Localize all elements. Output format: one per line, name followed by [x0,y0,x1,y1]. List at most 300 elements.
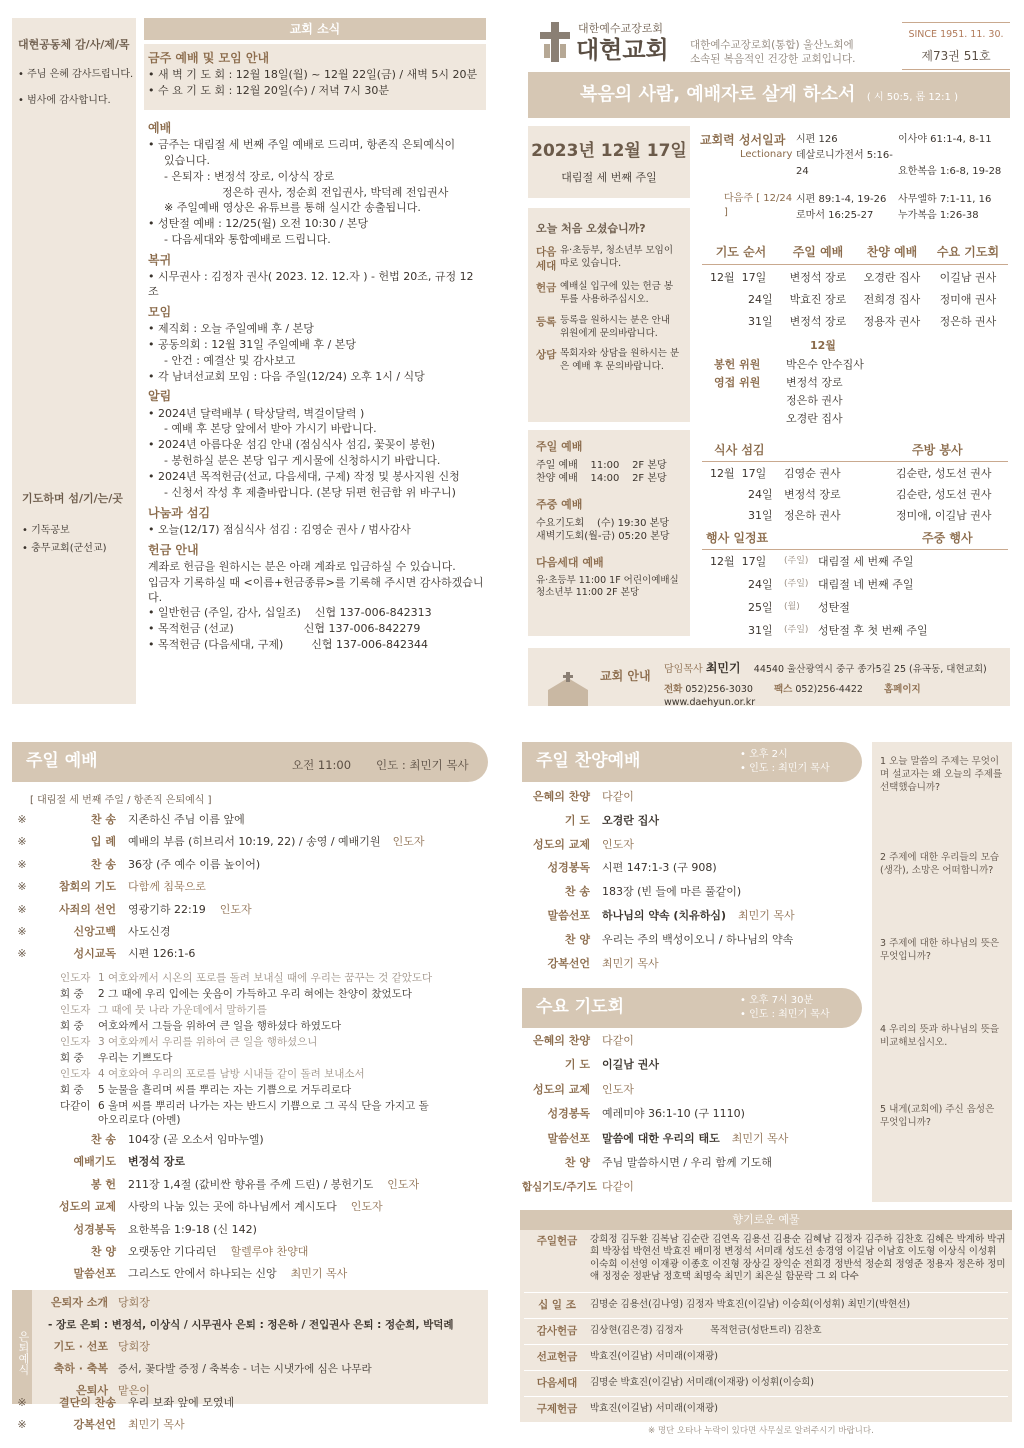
order-label: 성도의 교제 [59,1200,116,1214]
reader: 회 중 [60,1020,84,1032]
order-label: 기 도 [564,813,590,827]
greet-label: 영접 위원 [714,376,761,390]
question: 1 오늘 말씀의 주제는 무엇이며 설교자는 왜 오늘의 주제를 선택했습니까? [880,756,1003,793]
visitor-title: 오늘 처음 오셨습니까? [536,222,646,235]
order-label: 은혜의 찬양 [533,1034,590,1047]
time-line: 주일 예배 11:00 2F 본당 [536,459,667,471]
order-label: 강복선언 [73,1418,116,1432]
visitor-key: 상담 [536,349,557,362]
greet-label: 봉헌 위원 [714,358,761,372]
retire-label: 기도 · 선포 [53,1339,108,1353]
week-line: • 수 요 기 도 회 : 12월 20일(수) / 저녁 7시 30분 [148,84,389,98]
duty-month: 12월 [810,339,836,353]
event-day: (월) [784,602,800,613]
question: 5 내게(교회에) 주신 음성은 무엇입니까? [880,1104,995,1128]
duty-cell: 정은하 권사 [939,315,997,329]
info-label: 교회 안내 [600,669,651,683]
order-value: 183장 (빈 들에 마른 풀같이) [602,885,742,899]
retire-label: 축하 · 축복 [53,1361,108,1375]
motto-text: 복음의 사람, 예배자로 살게 하소서 [580,84,856,105]
retire-list [36,1292,486,1402]
meal-cell: 정미애, 이길남 권사 [896,509,992,523]
meal-table [702,442,1008,530]
psalm-reading [60,971,480,1127]
order-note: 최민기 목사 [731,1131,789,1145]
duty-cell: 이길남 권사 [939,271,997,285]
order-label: 성도의 교제 [533,837,590,851]
order-note: 최민기 목사 [290,1267,348,1281]
order-label: 말씀선포 [547,1131,590,1145]
sunday-subtitle: [ 대림절 세 번째 주일 / 항존직 은퇴예식 ] [30,795,212,806]
order-label: 말씀선포 [547,908,590,922]
news-line: • 2024년 아름다운 섬김 안내 (점심식사 섬김, 꽃꽂이 봉헌) [148,438,436,452]
order-value: 우리는 주의 백성이오니 / 하나님의 약속 [602,932,794,946]
visitor-value: 유·초등부, 청소년부 모임이 따로 있습니다. [560,244,674,269]
verse: 3 여호와께서 우리를 위하여 큰 일을 행하셨으니 [98,1036,318,1048]
reader: 다같이 [60,1100,91,1112]
greet-name: 변정석 장로 [786,376,843,390]
duty-cell: 전희경 집사 [863,293,921,307]
order-value: 사도신경 [128,924,171,938]
thanks-list [18,68,136,107]
news-line: - 봉헌하실 분은 본당 입구 게시물에 신청하시기 바랍니다. [164,454,441,468]
news-line: • 제직회 : 오늘 주일예배 후 / 본당 [148,322,314,336]
order-label: 찬 송 [564,885,590,899]
visitor-value: 예배실 입구에 있는 헌금 봉투를 사용하주십시오. [560,281,674,305]
order-value: 사랑의 나눔 있는 곳에 하나님께서 계시도다 [128,1200,337,1214]
praise-title-bar [522,742,862,782]
order-value: 지존하신 주님 이름 앞에 [128,813,245,826]
web-link[interactable]: www.daehyun.or.kr [664,696,756,708]
reader: 인도자 [60,972,91,984]
order-value: 영광기하 22:19 [128,902,206,916]
sunday-leader: 인도 : 최민기 목사 [376,758,469,772]
tel-label: 전화 [664,684,683,695]
questions-box [872,742,1012,1202]
wed-title-bar [522,988,862,1028]
reader: 회 중 [60,1084,84,1096]
verse: 4 여호와여 우리의 포로를 남방 시내들 같이 돌려 보내소서 [98,1068,365,1080]
visitor-value: 등록을 원하시는 분은 안내 위원에게 문의바랍니다. [560,314,671,339]
stand-mark: ※ [17,857,27,871]
sunday-order [12,813,488,970]
church-sub-line: 대한예수교장로회(통합) 울산노회에 [690,39,854,51]
section-heading: 예배 [148,120,172,135]
section-heading: 헌금 안내 [148,542,199,557]
order-label: 말씀선포 [73,1267,116,1281]
news-line: 계좌로 헌금을 원하시는 분은 아래 계좌로 입금하실 수 있습니다. [148,559,456,573]
reader: 인도자 [60,1004,91,1016]
event-date: 25일 [748,601,773,615]
order-value: 하나님의 약속 (치유하심) [602,908,726,922]
order-value: 변정석 장로 [128,1155,185,1169]
sunday-time: 오전 11:00 [292,758,352,772]
sunday-order-2 [12,1133,488,1290]
order-note: 인도자 [392,835,425,849]
meal-date: 12월 17일 [710,467,767,481]
wed-order [522,1034,862,1205]
order-value: 최민기 목사 [602,956,659,970]
pray-item: • 기독공보 [22,525,70,536]
retire-detail: - 장로 은퇴 : 변정석, 이상식 / 시무권사 은퇴 : 정은하 / 전입권사 은퇴 : 정순희, 박덕례 [48,1318,454,1331]
duty-cell: 변정석 장로 [789,271,847,285]
church-address: 44540 울산광역시 중구 종가5길 25 (유곡동, 대현교회) [753,664,987,675]
order-label: 입 례 [90,835,116,849]
order-label: 성도의 교제 [533,1082,590,1096]
church-denom: 대한예수교장로회 [578,22,664,35]
event-name: 대림절 세 번째 주일 [818,555,914,569]
stand-mark: ※ [17,1418,27,1432]
service-times-box [528,430,690,636]
order-value: 예배의 부름 (히브리서 10:19, 22) / 송영 / 예배기원 [128,835,381,849]
news-line: • 공동의회 : 12월 31일 주일예배 후 / 본당 [148,337,357,351]
order-value: 104장 (곧 오소서 임마누엘) [128,1133,264,1146]
meal-cell: 김순란, 성도선 권사 [896,488,992,502]
order-label: 참회의 기도 [59,880,116,894]
week-event-heading: 주중 행사 [922,531,973,545]
visitor-value: 목회자와 상담을 원하시는 분은 예배 후 문의바랍니다. [560,348,680,373]
stand-mark: ※ [17,880,27,894]
order-label: 성경봉독 [547,1107,590,1121]
event-name: 성탄절 [818,601,850,615]
sunday-order-3 [12,1396,488,1441]
motto-ref: ( 시 50:5, 롬 12:1 ) [866,92,958,103]
order-note: 할렐루야 찬양대 [230,1244,309,1258]
order-value: 오랫동안 기다리던 [128,1244,217,1258]
greet-name: 박은수 안수집사 [786,358,864,372]
order-label: 찬 송 [90,813,116,826]
times-heading: 주일 예배 [536,440,583,453]
news-line: ※ 주일예배 영상은 유튜브를 통해 실시간 송출됩니다. [164,201,421,215]
visitor-box [528,208,690,422]
event-day: (주일) [784,556,809,567]
lectionary [700,132,1010,224]
retire-note: 당회장 [118,1295,150,1309]
order-label: 기 도 [564,1058,590,1072]
event-heading: 행사 일정표 [706,531,769,545]
pray-list [22,524,134,555]
order-value: 요한복음 1:9-18 (신 142) [128,1222,257,1236]
order-value: 다같이 [602,790,634,803]
duty-header: 찬양 예배 [866,245,918,259]
pastor-name: 최민기 [705,661,741,675]
account-line: • 일반헌금 (주일, 감사, 십일조) 신협 137-006-842313 [148,606,432,620]
praise-order [522,790,862,980]
offering-names: 강희정 김두환 김복남 김순란 김연옥 김용선 김용순 김혜남 김정자 김주하 김찬호 김혜은 박계하 박귀희 박장섭 박현선 박효진 배미정 변정석 서미래 성도선 송경영 이길남 이남호 이도형 이상식 이성휘 이숙희 이선영 이재광 이종호 이진형 장상길 장익순 전희경 정반석 정순희 정영준 정용자 정은하 정미애 정정순 정판남 정호택 최명숙 최민기 최은실 함문락 그 외 다수 [590,1234,1006,1283]
offering-type: 구제헌금 [536,1403,578,1416]
church-building-icon [538,672,598,711]
question: 4 우리의 뜻과 하나님의 뜻을 비교해보십시오. [880,1024,1000,1048]
offering-names: 김명순 김용선(김나영) 김정자 박효진(이길남) 이승희(이성휘) 최민기(박현선) [590,1299,911,1311]
account-line: • 목적헌금 (다음세대, 구제) 신협 137-006-842344 [148,638,428,652]
time-line: 유·초등부 11:00 1F 어린이예배실 [536,574,679,586]
offering-type: 다음세대 [536,1377,578,1390]
reader: 인도자 [60,1068,91,1080]
event-date: 31일 [748,624,773,638]
reading: 이사야 61:1-4, 8-11 [898,134,992,145]
since-box [902,22,1010,70]
stand-mark: ※ [17,947,27,961]
reader: 회 중 [60,1052,84,1064]
meal-cell: 정은하 권사 [784,509,841,523]
meal-heading: 식사 섬김 [714,443,765,457]
date-main: 2023년 12월 17일 [531,141,687,161]
verse: 우리는 기쁘도다 [98,1052,173,1064]
retire-note: 당회장 [118,1339,150,1353]
order-label: 신앙고백 [73,924,116,938]
news-line: • 각 남녀선교회 모임 : 다음 주일(12/24) 오후 1시 / 식당 [148,369,425,383]
news-line: • 2024년 목적헌금(선교, 다음세대, 구제) 작정 및 봉사지원 신청 [148,469,460,483]
offering-type: 주일헌금 [536,1235,578,1247]
offering-type: 감사헌금 [536,1325,578,1338]
news-line: - 예배 후 본당 앞에서 받아 가시기 바랍니다. [164,422,377,436]
reading: 데살로니가전서 5:16-24 [796,150,893,177]
week-heading: 금주 예배 및 모임 안내 [148,51,270,65]
date-box [528,126,690,198]
event-day: (주일) [784,579,809,590]
web-label: 홈페이지 [884,684,921,695]
stand-mark: ※ [17,1396,27,1409]
offering-type: 십 일 조 [538,1299,576,1312]
pray-item: • 충무교회(군선교) [22,542,107,554]
news-line: 있습니다. [164,153,211,167]
verse: 1 여호와께서 시온의 포로를 돌려 보내실 때에 우리는 꿈꾸는 것 같았도다 [98,972,433,984]
duty-date: 24일 [748,293,773,307]
order-label: 합심기도/주기도 [522,1181,597,1194]
offering-names: 박효진(이길남) 서미래(이재광) [590,1351,718,1363]
church-sub [690,38,856,66]
order-label: 찬 송 [90,857,116,871]
news-line: - 다음세대와 통합예배로 드립니다. [164,233,331,247]
order-label: 성경봉독 [547,861,590,875]
sidebar-pray [12,478,136,704]
order-label: 사죄의 선언 [59,902,116,916]
time-line: 새벽기도회(월-금) 05:20 본당 [536,531,670,543]
time-line: 찬양 예배 14:00 2F 본당 [536,473,667,485]
retire-label: 은퇴자 소개 [51,1295,108,1309]
stand-mark: ※ [17,924,27,938]
news-title-bar: 교회 소식 [144,18,486,40]
praise-time: • 오후 2시 [740,749,788,760]
order-label: 성경봉독 [73,1222,116,1236]
order-label: 은혜의 찬양 [533,790,590,803]
news-line: 입금자 기록하실 때 <이름+헌금종류>를 기록해 주시면 감사하겠습니다. [148,575,484,604]
order-note: 최민기 목사 [737,908,795,922]
offering-list [524,1234,1008,1422]
wed-time: • 오후 7시 30분 [740,995,814,1006]
order-value: 주님 말씀하시면 / 우리 함께 기도해 [602,1155,772,1169]
duty-cell: 정용자 권사 [863,315,921,329]
question: 3 주제에 대한 하나님의 뜻은 무엇입니까? [880,938,1000,962]
greet-name: 정은하 권사 [786,394,843,408]
stand-mark: ※ [17,813,27,826]
section-heading: 복귀 [148,252,172,267]
offering-note: ※ 명단 오타나 누락이 있다면 사무실로 알려주시기 바랍니다. [648,1426,874,1436]
visitor-key: 등록 [536,315,557,328]
order-value: 시편 147:1-3 (구 908) [602,861,717,875]
thanks-item: • 범사에 감사합니다. [18,94,111,106]
duty-header: 기도 순서 [715,245,767,259]
order-value: 다같이 [602,1034,634,1047]
duty-cell: 박효진 장로 [789,293,847,307]
news-line: • 시무권사 : 김정자 권사( 2023. 12. 12.자 ) - 헌법 20조, 규정 12조 [148,270,474,298]
order-value: 최민기 목사 [128,1418,185,1432]
duty-header: 수요 기도회 [936,245,1000,259]
order-value: 이길남 권사 [602,1058,659,1072]
tel-value: 052)256-3030 [685,684,753,695]
section-heading: 알림 [148,389,172,404]
news-line: • 오늘(12/17) 점심식사 섬김 : 김영순 권사 / 범사감사 [148,522,411,536]
duty-date: 31일 [748,315,773,329]
order-value: 우리 보좌 앞에 모였네 [128,1396,235,1409]
church-sub-line: 소속된 복음적인 건강한 교회입니다. [690,53,856,66]
church-logo [536,20,574,64]
reading: 누가복음 1:26-38 [898,210,979,221]
greet-name: 오경란 집사 [786,412,843,426]
stand-mark: ※ [17,835,27,849]
order-value: 말씀에 대한 우리의 태도 [602,1131,720,1145]
order-value: 그리스도 안에서 하나되는 신앙 [128,1267,277,1281]
verse: 여호와께서 그들을 위하여 큰 일을 행하셨다 하였도다 [98,1020,342,1032]
order-label: 예배기도 [73,1155,116,1169]
section-heading: 모임 [148,304,172,319]
news-line: - 신청서 작성 후 제출바랍니다. (본당 뒤편 헌금함 위 바구니) [164,485,456,499]
event-table [702,530,1008,647]
offering-type: 선교헌금 [536,1351,578,1364]
order-label: 찬 양 [90,1244,116,1258]
order-label: 찬 양 [564,1155,590,1169]
news-line: • 금주는 대림절 세 번째 주일 예배로 드리며, 항존직 은퇴예식이 [148,138,456,152]
praise-leader: • 인도 : 최민기 목사 [740,763,830,774]
church-info-bar [528,648,1010,706]
order-value: 다함께 침묵으로 [128,880,206,894]
since-text: SINCE 1951. 11. 30. [908,29,1004,40]
order-value: 시편 126:1-6 [128,947,196,961]
motto-bar [528,72,1010,118]
week-line: • 새 벽 기 도 회 : 12월 18일(월) ~ 12월 22일(금) / 새벽 5시 20분 [148,68,478,82]
verse: 2 그 때에 우리 입에는 웃음이 가득하고 우리 혀에는 찬양이 찼었도다 [98,988,412,1000]
stand-mark: ※ [17,902,27,916]
meal-date: 24일 [748,488,773,502]
order-label: 봉 헌 [90,1177,116,1191]
order-label: 결단의 찬송 [59,1396,116,1409]
meal-date: 31일 [748,509,773,523]
retire-note: 맡은이 [118,1383,150,1397]
retire-value: 증서, 꽃다발 증정 / 축복송 - 너는 시냇가에 심은 나무라 [118,1362,372,1375]
fax-label: 팩스 [774,684,793,695]
news-line: • 성탄절 예배 : 12/25(월) 오전 10:30 / 본당 [148,217,369,231]
volume-text: 제73권 51호 [921,48,991,63]
retire-tag: 은퇴예식 [12,1290,32,1404]
lectionary-label-en: Lectionary [740,149,793,161]
offering-names: 김상현(김은경) 김정자 목적헌금(성탄트리) 김찬호 [590,1325,822,1337]
pray-title: 기도하며 섬/기/는/곳 [22,492,123,505]
order-note: 인도자 [350,1200,383,1214]
verse: 5 눈물을 흘리며 씨를 뿌리는 자는 기쁨으로 거두리로다 [98,1084,352,1096]
order-note: 인도자 [219,902,252,916]
event-name: 성탄절 후 첫 번째 주일 [818,624,928,638]
visitor-key: 다음 세대 [536,245,557,273]
order-label: 성시교독 [73,947,116,961]
church-name: 대현교회 [576,36,669,64]
offering-title-bar: 향기로운 예물 [520,1210,1012,1230]
times-heading: 다음세대 예배 [536,555,604,569]
reading: 시편 126 [796,134,838,145]
duty-cell: 오경란 집사 [863,271,921,285]
reading: 사무엘하 7:1-11, 16 [898,194,992,205]
news-line: - 은퇴자 : 변정석 장로, 이상식 장로 [164,169,335,183]
news-line: • 2024년 달력배부 ( 탁상달력, 벽걸이달력 ) [148,406,365,420]
pastor-label: 담임목사 [664,664,703,675]
wed-title: 수요 기도회 [536,997,625,1017]
event-date: 12월 17일 [710,555,767,569]
wed-leader: • 인도 : 최민기 목사 [740,1009,830,1020]
news-line: 정은하 권사, 정순희 전입권사, 박덕례 전입권사 [222,185,449,199]
reading: 요한복음 1:6-8, 19-28 [898,166,1002,177]
order-label: 강복선언 [547,956,590,970]
duty-cell: 정미애 권사 [939,293,997,307]
visitor-key: 헌금 [536,282,557,295]
order-label: 찬 양 [564,932,590,946]
order-value: 인도자 [602,837,634,851]
reading: 로마서 16:25-27 [796,210,874,221]
question: 2 주제에 대한 우리들의 모습(생각), 소망은 어떠합니까? [880,852,1000,876]
kitchen-heading: 주방 봉사 [912,443,963,457]
meal-cell: 변정석 장로 [784,488,841,502]
order-value: 36장 (주 예수 이름 높이어) [128,857,261,871]
time-line: 수요기도회 (수) 19:30 본당 [536,517,669,529]
meal-cell: 김영순 권사 [784,467,841,481]
duty-header: 주일 예배 [792,245,844,259]
duty-date: 12월 17일 [710,271,767,285]
news-section [148,46,484,654]
verse: 6 울며 씨를 뿌리러 나가는 자는 반드시 기쁨으로 그 곡식 단을 가지고 돌아오리로다 (아멘) [98,1100,429,1127]
reading: 시편 89:1-4, 19-26 [796,194,887,205]
reader: 인도자 [60,1036,91,1048]
fax-value: 052)256-4422 [795,684,863,695]
sunday-title-bar [12,742,488,782]
sunday-title: 주일 예배 [26,751,98,771]
thanks-item: • 주님 은혜 감사드립니다. [18,69,134,80]
order-value: 인도자 [602,1082,634,1096]
order-value: 211장 1,4절 (값비싼 향유를 주께 드린) / 봉헌기도 [128,1177,374,1191]
next-week-label: 다음주 [ 12/24 ] [724,193,793,218]
thanks-title: 대현공동체 감/사/제/목 [18,38,130,51]
time-line: 청소년부 11:00 2F 본당 [536,587,640,599]
news-line: - 안건 : 예결산 및 감사보고 [164,353,296,367]
meal-cell: 김순란, 성도선 권사 [896,467,992,481]
retire-label: 은퇴사 [76,1383,108,1397]
duty-table [702,244,1008,430]
event-day: (주일) [784,625,809,636]
account-line: • 목적헌금 (선교) 신협 137-006-842279 [148,622,421,636]
offering-names: 박효진(이길남) 서미래(이재광) [590,1403,718,1415]
lectionary-label: 교회력 성서일과 [700,133,786,147]
offering-names: 김명순 박효진(이길남) 서미래(이재광) 이성휘(이승희) [590,1377,815,1389]
event-name: 대림절 네 번째 주일 [818,578,914,592]
order-note: 인도자 [387,1177,420,1191]
order-value: 예레미야 36:1-10 (구 1110) [602,1107,745,1121]
order-value: 오경란 집사 [602,813,659,827]
event-date: 24일 [748,578,773,592]
order-label: 찬 송 [90,1133,116,1146]
order-value: 다같이 [602,1180,634,1194]
duty-cell: 변정석 장로 [789,315,847,329]
verse: 그 때에 뭇 나라 가운데에서 말하기를 [98,1004,267,1016]
date-sub: 대림절 세 번째 주일 [561,170,657,184]
times-heading: 주중 예배 [536,497,583,511]
praise-title: 주일 찬양예배 [536,751,641,771]
